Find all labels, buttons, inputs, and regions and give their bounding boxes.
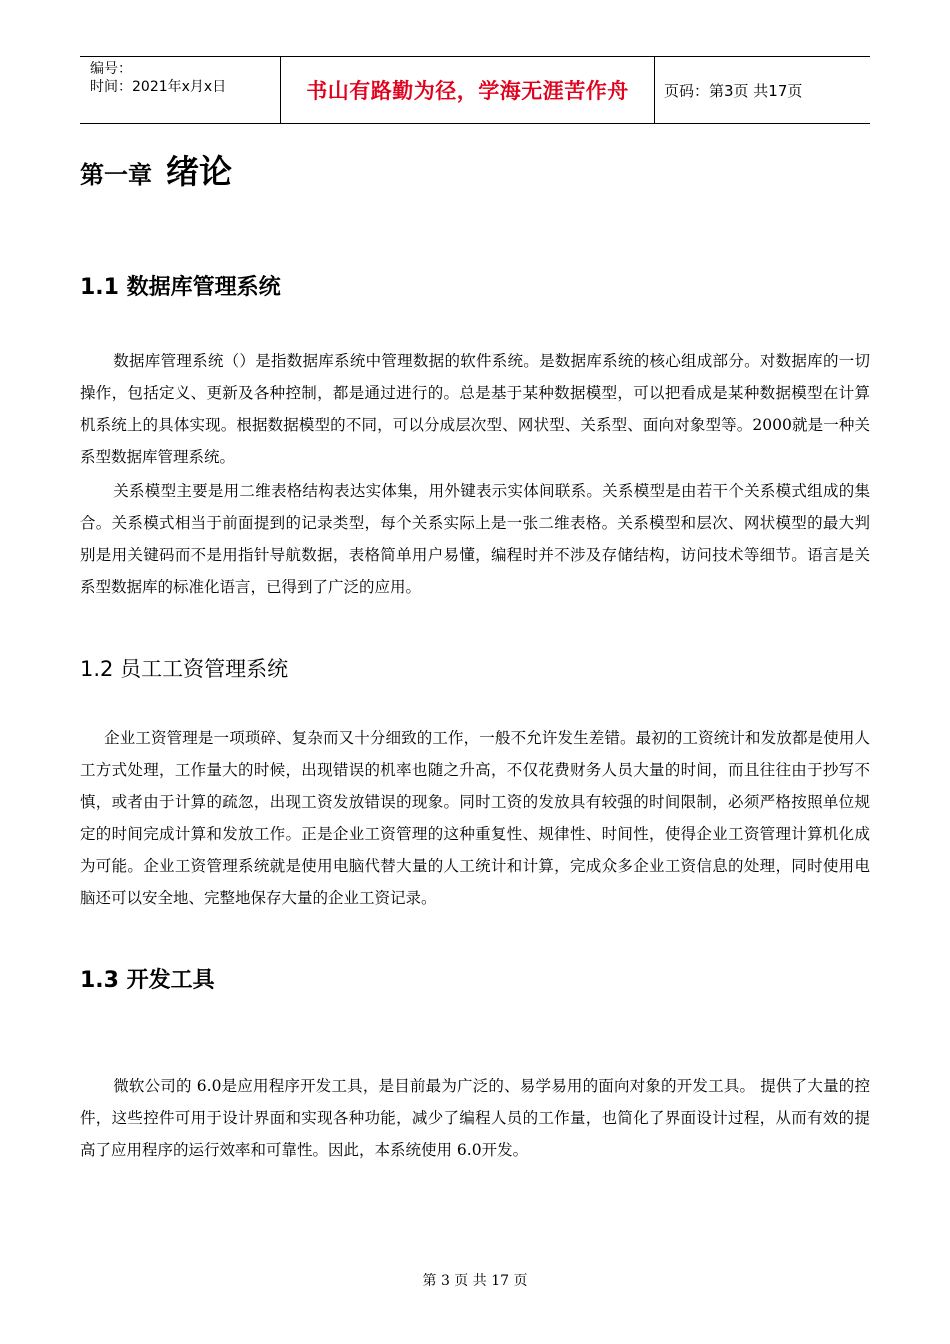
section-1-2-paragraph-1 bbox=[80, 722, 870, 914]
section-1-3-paragraph-1 bbox=[80, 1070, 870, 1166]
header-motto-cell bbox=[281, 57, 655, 123]
section-1-1-paragraph-2 bbox=[80, 475, 870, 603]
section-heading-1-2: 1.2 员工工资管理系统 bbox=[80, 657, 289, 681]
page-header bbox=[80, 56, 870, 124]
footer-page-number: 第 3 页 共 17 页 bbox=[422, 1273, 528, 1289]
paragraph-text: 微软公司的 6.0是应用程序开发工具，是目前最为广泛的、易学易用的面向对象的开发工具。 提供了大量的控件，这些控件可用于设计界面和实现各种功能，减少了编程人员的工作量，也简化了界面设计过程，从而有效的提高了应用程序的运行效率和可靠性。因此，本系统使用 6.0开发。 bbox=[80, 1077, 870, 1159]
header-motto: 书山有路勤为径，学海无涯苦作舟 bbox=[306, 79, 629, 103]
paragraph-text: 关系模型主要是用二维表格结构表达实体集，用外键表示实体间联系。关系模型是由若干个关系模式组成的集合。关系模式相当于前面提到的记录类型，每个关系实际上是一张二维表格。关系模型和层次、网状模型的最大判别是用关键码而不是用指针导航数据，表格简单用户易懂，编程时并不涉及存储结构，访问技术等细节。语言是关系型数据库的标准化语言，已得到了广泛的应用。 bbox=[80, 482, 870, 596]
document-date-label: 时间：2021年x月x日 bbox=[90, 79, 227, 95]
document-number-label: 编号： bbox=[90, 61, 132, 77]
chapter-title bbox=[80, 146, 232, 193]
header-meta bbox=[80, 57, 281, 123]
section-1-1-paragraph-1 bbox=[80, 345, 870, 473]
paragraph-text: 企业工资管理是一项琐碎、复杂而又十分细致的工作，一般不允许发生差错。最初的工资统计和发放都是使用人工方式处理，工作量大的时候，出现错误的机率也随之升高，不仅花费财务人员大量的时间，而且往往由于抄写不慎，或者由于计算的疏忽，出现工资发放错误的现象。同时工资的发放具有较强的时间限制，必须严格按照单位规定的时间完成计算和发放工作。正是企业工资管理的这种重复性、规律性、时间性，使得企业工资管理计算机化成为可能。企业工资管理系统就是使用电脑代替大量的人工统计和计算，完成众多企业工资信息的处理，同时使用电脑还可以安全地、完整地保存大量的企业工资记录。 bbox=[80, 729, 870, 907]
paragraph-text: 数据库管理系统（）是指数据库系统中管理数据的软件系统。是数据库系统的核心组成部分。对数据库的一切操作，包括定义、更新及各种控制，都是通过进行的。总是基于某种数据模型，可以把看成是某种数据模型在计算机系统上的具体实现。根据数据模型的不同，可以分成层次型、网状型、关系型、面向对象型等。2000就是一种关系型数据库管理系统。 bbox=[80, 352, 870, 466]
header-page-cell bbox=[655, 57, 870, 123]
page-footer bbox=[0, 1270, 950, 1290]
section-heading-1-3: 1.3 开发工具 bbox=[80, 968, 215, 993]
chapter-prefix: 第一章 bbox=[80, 161, 152, 189]
header-page-number: 页码：第3页 共17页 bbox=[664, 81, 803, 100]
chapter-name: 绪论 bbox=[166, 152, 232, 191]
section-heading-1-1: 1.1 数据库管理系统 bbox=[80, 275, 281, 300]
